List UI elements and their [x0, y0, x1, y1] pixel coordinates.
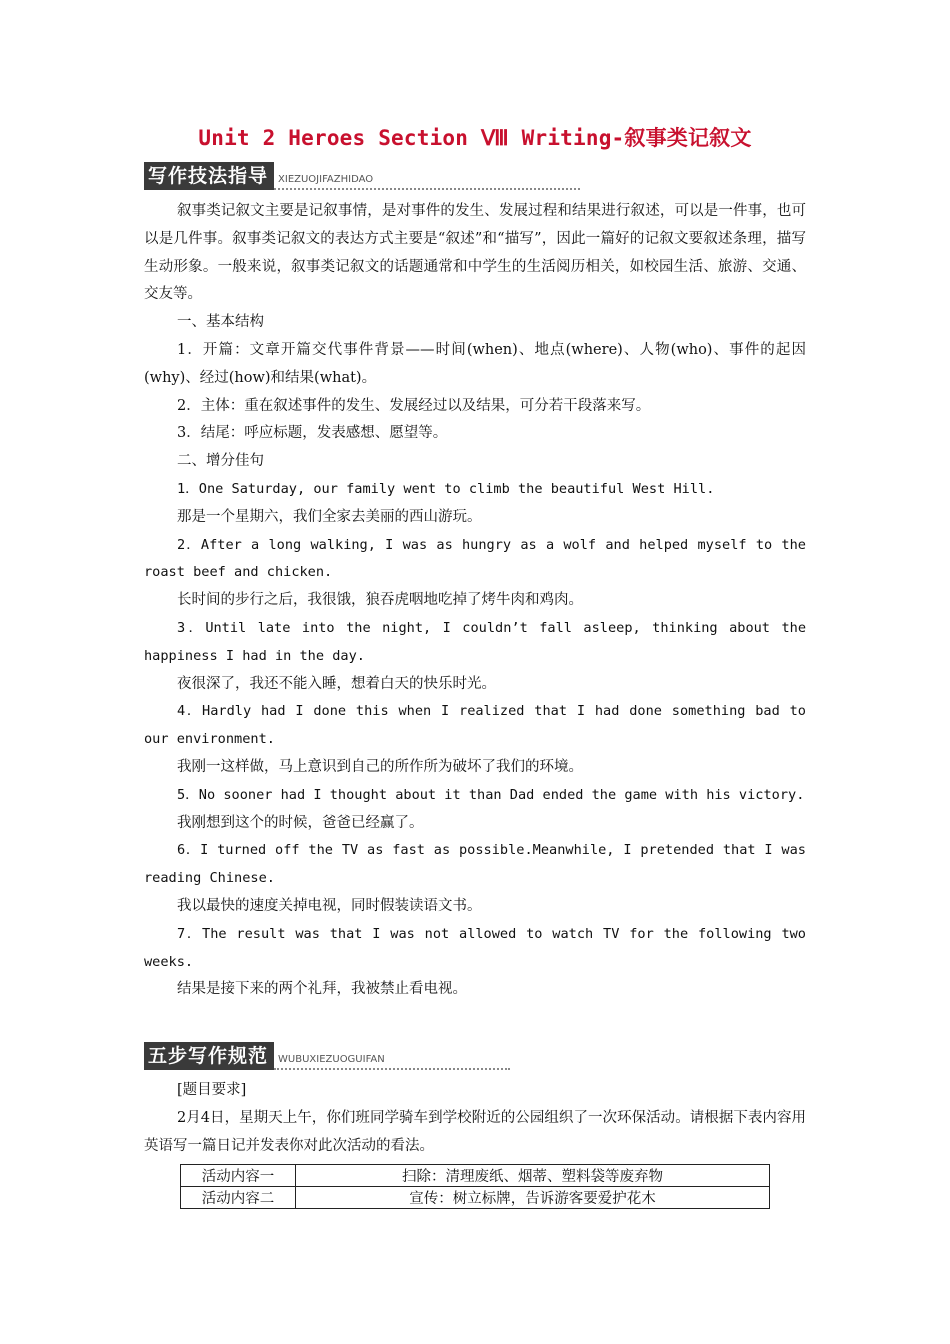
task-text: 2月4日，星期天上午，你们班同学骑车到学校附近的公园组织了一次环保活动。请根据下表内容用英语写一篇日记并发表你对此次活动的看法。: [144, 1109, 806, 1154]
section-pinyin: XIEZUOJIFAZHIDAO: [274, 174, 580, 190]
section-pinyin: WUBUXIEZUOGUIFAN: [274, 1054, 510, 1070]
sentence-zh: 我以最快的速度关掉电视，同时假装读语文书。: [177, 897, 482, 914]
task-content: [144, 1077, 806, 1160]
sentence-zh: 那是一个星期六，我们全家去美丽的西山游玩。: [177, 508, 482, 525]
sentence-zh: 结果是接下来的两个礼拜，我被禁止看电视。: [177, 981, 467, 998]
page-title: Unit 2 Heroes Section Ⅷ Writing-叙事类记叙文: [198, 126, 752, 150]
sentence-en: 5．No sooner had I thought about it than Dad ended the game with his victory.: [177, 786, 805, 803]
structure-item: 1．开篇：文章开篇交代事件背景——时间(when)、地点(where)、人物(who)、事件的起因(why)、经过(how)和结果(what)。: [144, 341, 806, 386]
section-header-writing-skills: [144, 160, 580, 190]
activity-table: [180, 1164, 770, 1209]
task-label: [题目要求]: [177, 1082, 247, 1098]
sentence-en: 6．I turned off the TV as fast as possible.Meanwhile, I pretended that I was reading Chinese.: [144, 842, 806, 887]
section-header-five-steps: [144, 1040, 510, 1070]
structure-item: 2．主体：重在叙述事件的发生、发展经过以及结果，可分若干段落来写。: [177, 397, 651, 414]
sentence-en: 1．One Saturday, our family went to climb the beautiful West Hill.: [177, 480, 715, 497]
table-row: [181, 1187, 770, 1209]
table-cell-key: 活动内容一: [181, 1165, 296, 1187]
table-cell-value: 宣传：树立标牌，告诉游客要爱护花木: [296, 1187, 770, 1209]
sentence-en: 4．Hardly had I done this when I realized that I had done something bad to our environment.: [144, 703, 806, 748]
structure-heading: 一、基本结构: [177, 314, 264, 331]
section-tag: 写作技法指导: [144, 162, 274, 190]
sentence-zh: 我刚想到这个的时候，爸爸已经赢了。: [177, 814, 424, 831]
sentences-heading: 二、增分佳句: [177, 453, 264, 470]
sentence-zh: 长时间的步行之后，我很饿，狼吞虎咽地吃掉了烤牛肉和鸡肉。: [177, 592, 583, 609]
sentence-en: 3．Until late into the night, I couldn’t fall asleep, thinking about the happiness I had in the day.: [144, 619, 806, 664]
table-cell-value: 扫除：清理废纸、烟蒂、塑料袋等废弃物: [296, 1165, 770, 1187]
main-content: [144, 198, 806, 1004]
section-tag: 五步写作规范: [144, 1042, 274, 1070]
table-cell-key: 活动内容二: [181, 1187, 296, 1209]
sentence-en: 7．The result was that I was not allowed to watch TV for the following two weeks.: [144, 925, 806, 970]
sentence-zh: 夜很深了，我还不能入睡，想着白天的快乐时光。: [177, 675, 496, 692]
table-row: [181, 1165, 770, 1187]
intro-paragraph: 叙事类记叙文主要是记叙事情，是对事件的发生、发展过程和结果进行叙述，可以是一件事，也可以是几件事。叙事类记叙文的表达方式主要是“叙述”和“描写”，因此一篇好的记叙文要叙述条理，描写生动形象。一般来说，叙事类记叙文的话题通常和中学生的生活阅历相关，如校园生活、旅游、交通、交友等。: [144, 203, 806, 303]
structure-item: 3．结尾：呼应标题，发表感想、愿望等。: [177, 425, 448, 442]
sentence-en: 2．After a long walking, I was as hungry as a wolf and helped myself to the roast beef and chicken.: [144, 536, 806, 581]
sentence-zh: 我刚一这样做，马上意识到自己的所作所为破坏了我们的环境。: [177, 758, 583, 775]
